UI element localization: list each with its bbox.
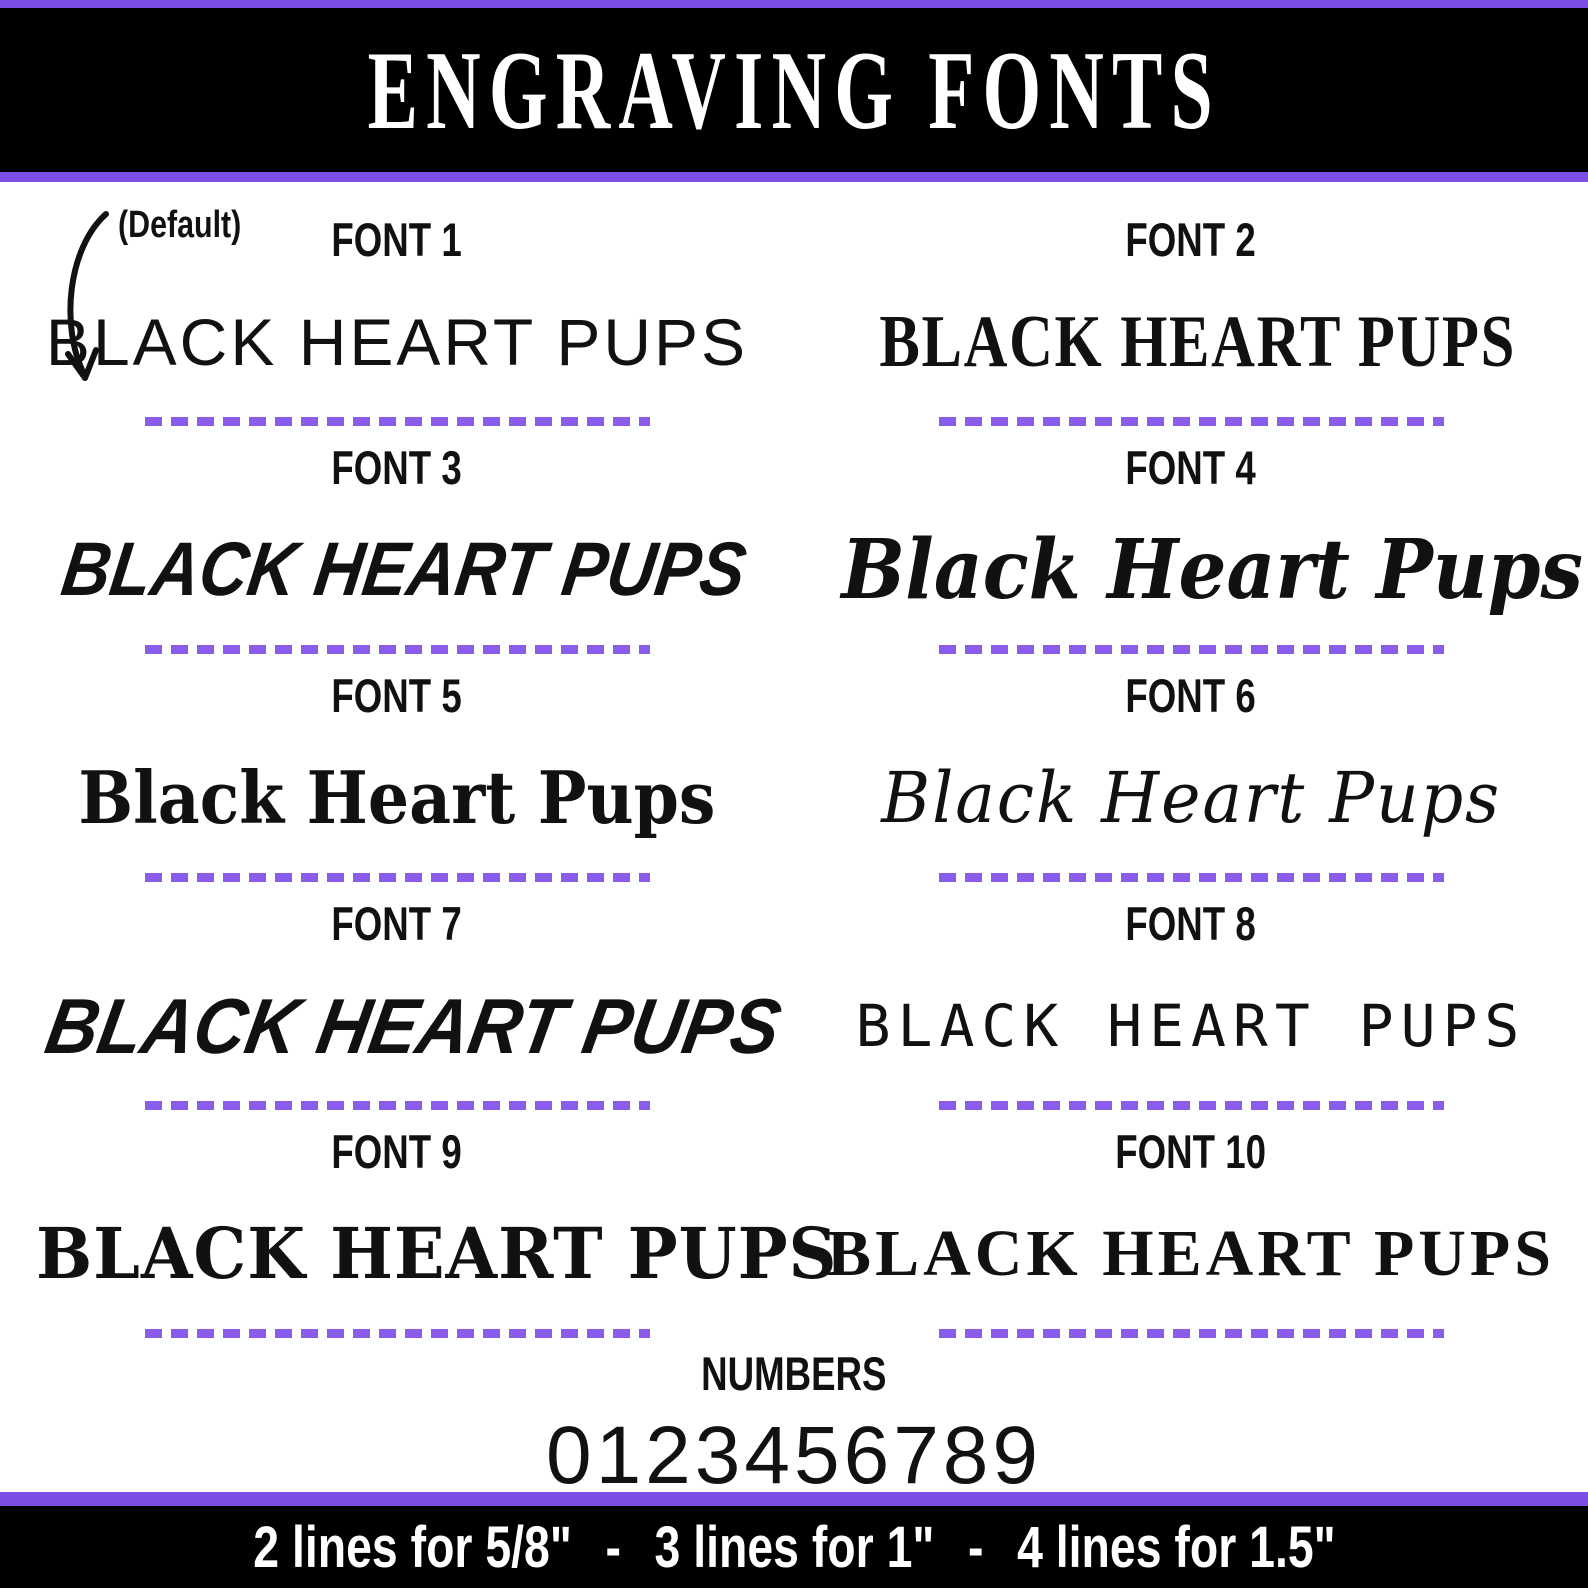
- font-card-3: [0, 430, 794, 658]
- font-samples-area: [0, 182, 1588, 1501]
- font-label: FONT 3: [331, 441, 463, 494]
- font-sample: Black Heart Pups: [841, 522, 1583, 618]
- font-card-7: [0, 886, 794, 1114]
- font-label: FONT 9: [331, 1125, 463, 1178]
- curved-arrow-down-icon: [58, 206, 122, 406]
- page-title: ENGRAVING FONTS: [367, 27, 1221, 153]
- default-label: (Default): [118, 204, 242, 246]
- font-label: FONT 7: [331, 897, 463, 950]
- pricing-segment: 2 lines for 5/8": [252, 1514, 572, 1580]
- pricing-separator: -: [967, 1514, 983, 1580]
- pricing-segment: 4 lines for 1.5": [1016, 1514, 1336, 1580]
- font-label: FONT 10: [1115, 1125, 1267, 1178]
- dashed-underline: [145, 1329, 650, 1338]
- font-grid: [0, 202, 1588, 1342]
- font-sample: Black Heart Pups: [78, 755, 716, 840]
- dashed-underline: [939, 645, 1444, 654]
- font-sample: BLACK HEART PUPS: [56, 527, 752, 612]
- font-card-4: [794, 430, 1588, 658]
- dashed-underline: [939, 417, 1444, 426]
- font-card-6: [794, 658, 1588, 886]
- dashed-underline: [145, 1101, 650, 1110]
- dashed-underline: [939, 1329, 1444, 1338]
- dashed-underline: [939, 873, 1444, 882]
- line-pricing-text: [253, 1514, 1335, 1581]
- font-sample: BLACK HEART PUPS: [36, 1212, 838, 1295]
- font-sample: BLACK HEART PUPS: [827, 1217, 1555, 1290]
- font-label: FONT 6: [1125, 669, 1257, 722]
- dashed-underline: [145, 873, 650, 882]
- numbers-label: NUMBERS: [701, 1347, 887, 1400]
- font-label: FONT 2: [1125, 213, 1257, 266]
- font-card-2: [794, 202, 1588, 430]
- dashed-underline: [939, 1101, 1444, 1110]
- dashed-underline: [145, 645, 650, 654]
- dashed-underline: [145, 417, 650, 426]
- footer-bar: [0, 1506, 1588, 1588]
- numbers-section: [0, 1346, 1588, 1501]
- pricing-separator: -: [605, 1514, 621, 1580]
- font-sample: BLACK HEART PUPS: [45, 305, 749, 379]
- font-label: FONT 8: [1125, 897, 1257, 950]
- font-sample: BLACK HEART PUPS: [39, 982, 788, 1070]
- font-label: FONT 5: [331, 669, 463, 722]
- font-sample: BLACK HEART PUPS: [879, 301, 1517, 383]
- font-card-10: [794, 1114, 1588, 1342]
- font-label: FONT 1: [331, 213, 463, 266]
- font-card-9: [0, 1114, 838, 1342]
- pricing-segment: 3 lines for 1": [654, 1514, 934, 1580]
- title-bar: [0, 0, 1588, 182]
- font-card-5: [0, 658, 794, 886]
- font-card-8: [794, 886, 1588, 1114]
- font-sample: Black Heart Pups: [881, 757, 1501, 839]
- font-label: FONT 4: [1125, 441, 1257, 494]
- numbers-digits: 0123456789: [545, 1410, 1043, 1501]
- font-sample: BLACK HEART PUPS: [855, 992, 1527, 1060]
